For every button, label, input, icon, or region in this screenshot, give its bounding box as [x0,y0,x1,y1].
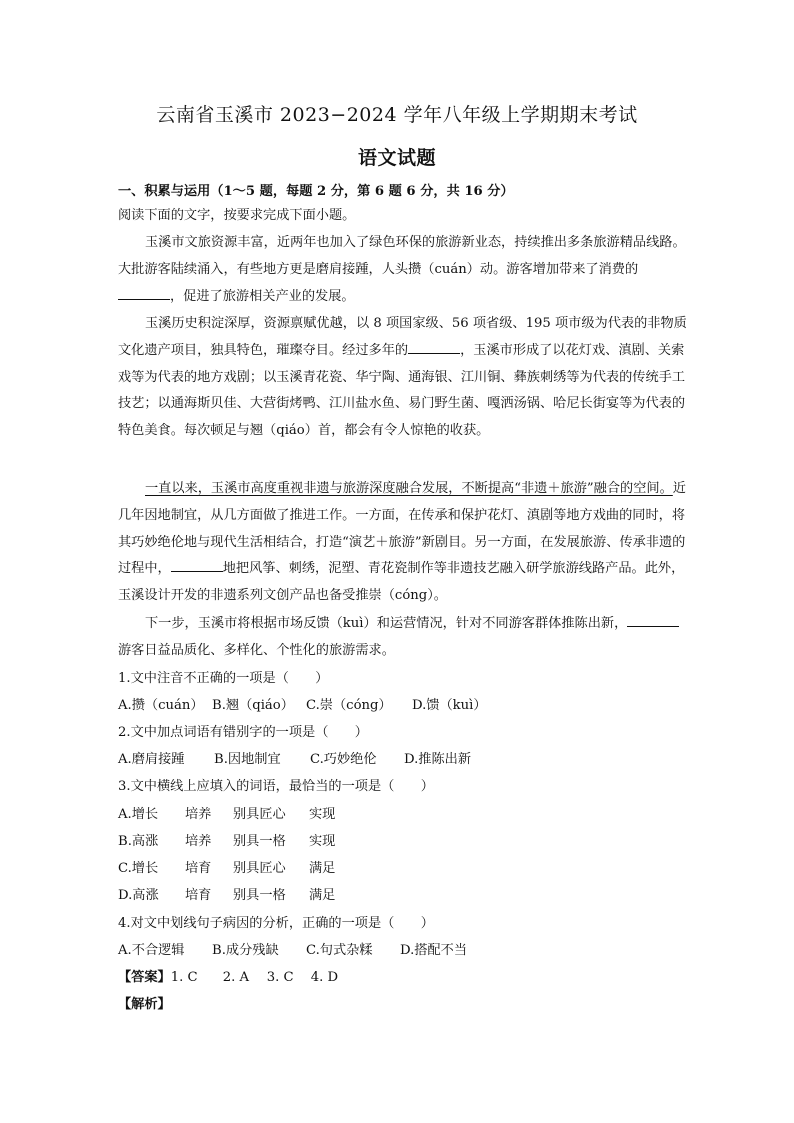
question-2: 2.文中加点词语有错别字的一项是（ ） [118,725,368,740]
q3-a-word-3: 别具匠心 [233,807,286,822]
answer-1: 1. C [170,970,198,985]
q4-option-c: C.句式杂糅 [306,943,373,958]
answer-2: 2. A [222,970,250,985]
q2-option-d: D.推陈出新 [404,752,472,767]
instruction: 阅读下面的文字，按要求完成下面小题。 [118,208,356,223]
paragraph-1-text-a: 玉溪市文旅资源丰富，近两年也加入了绿色环保的旅游新业态，持续推出多条旅游精品线路。大批游客陆续涌入，有些地方更是磨肩接踵，人头攒（cuán）动。游客增加带来了消费的 [118,235,686,277]
q3-c-word-3: 别具匠心 [233,861,286,876]
q3-c-word-4: 满足 [309,861,336,876]
paragraph-4 [118,611,688,665]
answer-4: 4. D [310,970,339,985]
answer-3: 3. C [266,970,294,985]
paragraph-4-text-a: 下一步，玉溪市将根据市场反馈（kuì）和运营情况，针对不同游客群体推陈出新， [145,616,628,631]
paragraph-2-text-a: 玉溪历史积淀深厚，资源禀赋优越，以 8 项国家级、56 项省级、195 项市级为代表的非物质文化遗产项目，独具特色，璀璨夺目。经过多年的 [118,316,687,358]
q3-a-word-1: A.增长 [118,807,159,822]
q3-option-row-a [118,805,335,825]
q3-d-word-4: 满足 [309,888,336,903]
blank-2 [408,341,460,354]
q1-option-c: C.崇（cóng） [306,698,392,713]
q3-option-row-d [118,886,335,906]
page-subtitle: 语文试题 [357,147,436,169]
q1-option-b: B.翘（qiáo） [212,698,294,713]
section-heading: 一、积累与运用（1～5 题，每题 2 分，第 6 题 6 分，共 16 分） [118,184,514,199]
blank-4 [627,614,679,627]
question-1-options [118,696,487,716]
question-2-options [118,750,471,770]
q3-d-word-2: 培育 [185,888,212,903]
paragraph-1 [118,230,688,310]
paragraph-3-text-b: 地把风筝、刺绣，泥塑、青花瓷制作等非遗技艺融入研学旅游线路产品。此外，玉溪设计开发的非遗系列文创产品也备受推崇（cóng）。 [118,561,685,604]
q3-c-word-1: C.增长 [118,861,159,876]
q2-option-b: B.因地制宜 [214,752,281,767]
q2-option-c: C.巧妙绝伦 [310,752,377,767]
analysis-label: 【解析】 [118,997,171,1012]
q3-option-row-b [118,832,335,852]
q4-option-d: D.搭配不当 [400,943,468,958]
q3-d-word-1: D.高涨 [118,888,159,903]
q3-option-row-c [118,859,335,879]
q3-b-word-3: 别具一格 [233,834,286,849]
q4-option-b: B.成分残缺 [212,943,279,958]
q3-a-word-4: 实现 [309,807,336,822]
question-3: 3.文中横线上应填入的词语，最恰当的一项是（ ） [118,779,434,794]
paragraph-2-text-b: ，玉溪市形成了以花灯戏、滇剧、关索戏等为代表的地方戏剧；以玉溪青花瓷、华宁陶、通海银、江川铜、彝族刺绣等为代表的传统手工技艺；以通海斯贝佳、大营街烤鸭、江川盐水鱼、易门野生菌、嘎洒汤锅、哈尼长街宴等为代表的特色美食。每次顿足与翘（qiáo）首，都会有令人惊艳的收获。 [118,342,686,439]
q1-option-d: D.馈（kuì） [412,698,487,713]
q3-c-word-2: 培育 [185,861,212,876]
paragraph-4-text-b: 游客日益品质化、多样化、个性化的旅游需求。 [118,642,395,658]
q3-a-word-2: 培养 [185,807,212,822]
q3-b-word-1: B.高涨 [118,834,159,849]
q1-option-a: A.攒（cuán） [118,698,204,713]
blank-1 [118,287,170,300]
answer-label: 【答案】 [118,970,171,985]
q3-d-word-3: 别具一格 [233,888,286,903]
question-4-options [118,941,467,961]
paragraph-1-text-b: ，促进了旅游相关产业的发展。 [170,288,355,304]
q3-b-word-4: 实现 [309,834,336,849]
q3-b-word-2: 培养 [185,834,212,849]
q4-option-a: A.不合逻辑 [118,943,185,958]
question-1: 1.文中注音不正确的一项是（ ） [118,671,329,686]
underlined-sentence: 一直以来，玉溪市高度重视非遗与旅游深度融合发展，不断提高“非遗＋旅游”融合的空间。 [145,481,673,496]
q2-option-a: A.磨肩接踵 [118,752,185,767]
answer-line [118,968,338,988]
paragraph-3-text-a: 近几年因地制宜，从几方面做了推进工作。一方面，在传承和保护花灯、滇剧等地方戏曲的同时，将其巧妙绝伦地与现代生活相结合，打造“演艺＋旅游”新剧目。另一方面，在发展旅游、传承非遗的过程中， [118,481,686,577]
page-title: 云南省玉溪市 2023−2024 学年八年级上学期期末考试 [156,104,638,126]
paragraph-3 [118,476,688,610]
question-4: 4.对文中划线句子病因的分析，正确的一项是（ ） [118,916,434,931]
blank-3 [171,559,223,572]
paragraph-2 [118,311,688,445]
